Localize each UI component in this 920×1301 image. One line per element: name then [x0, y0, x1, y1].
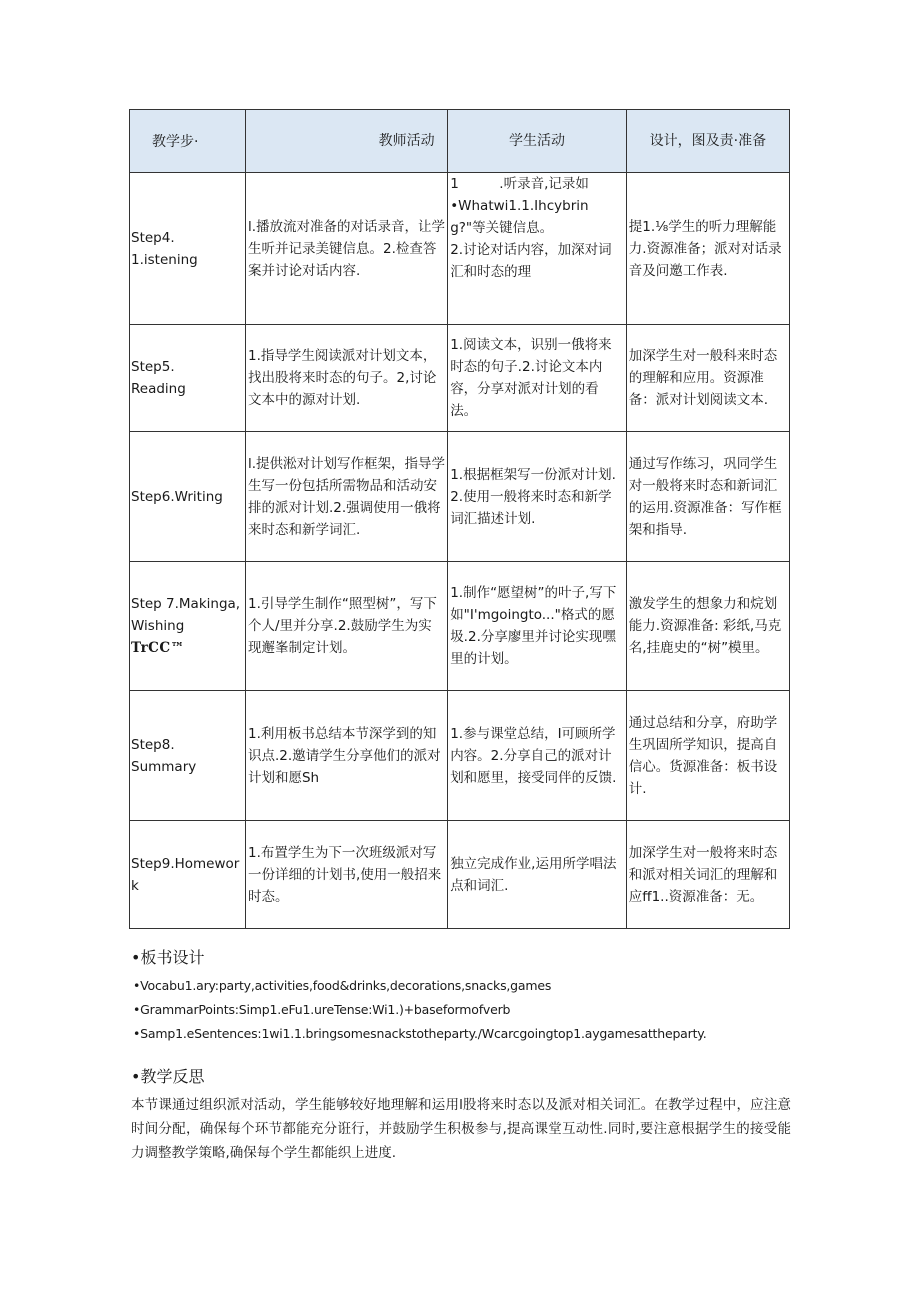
table-row: [130, 173, 790, 325]
teacher-activity-cell: l.提供淞对计划写作框架，指导学生写一份包括所需物品和活动安排的派对计划.2.强调使用一俄将来时态和新学词汇.: [245, 432, 447, 562]
table-row: [130, 691, 790, 821]
step-cell: Step8. Summary: [130, 691, 246, 821]
student-activity-cell: 1.制作“愿望树”的叶子,写下如"I'mgoingto..."格式的愿圾.2.分享廖里并讨论实现嘿里的计划。: [448, 562, 627, 691]
table-row: [130, 562, 790, 691]
design-cell: 提1.⅛学生的听力理解能力.资源准备；派对对话录音及问邀工作表.: [626, 173, 789, 325]
design-cell: 加深学生对一般将来时态和派对相关词汇的理解和应ff1..资源准备：无。: [626, 821, 789, 929]
student-activity-cell: 1.阅读文本，识别一俄将来时态的句子.2.讨论文本内容，分享对派对计划的看法。: [448, 325, 627, 432]
table-row: [130, 432, 790, 562]
step-cell: Step6.Writing: [130, 432, 246, 562]
teacher-activity-cell: l.播放流对准备的对话录音，让学生听并记录美键信息。2.检查答案并讨论对话内容.: [245, 173, 447, 325]
table-header-row: [130, 110, 790, 173]
design-cell: 激发学生的想象力和烷划能力.资源准备: 彩纸,马克名,挂鹿史的“树”模里。: [626, 562, 789, 691]
student-activity-cell: 1 .听录音,记录如 •Whatwi1.1.Ihcybring?"等关键信息。 2.讨论对话内容，加深对词汇和时态的理: [448, 173, 627, 325]
board-vocabulary-line: •Vocabu1.ary:party,activities,food&drinks,decorations,snacks,games: [133, 978, 552, 993]
student-activity-cell: 1.参与课堂总结，I可顾所学内容。2.分享自己的派对计划和愿里，接受同伴的反馈.: [448, 691, 627, 821]
table-row: [130, 325, 790, 432]
header-student-activity: 学生活动: [448, 110, 627, 173]
teacher-activity-cell: 1.布置学生为下一次班级派对写一份详细的计划书,使用一般招来时态。: [245, 821, 447, 929]
header-step: 教学步·: [130, 110, 246, 173]
table-row: [130, 821, 790, 929]
step-cell: Step5. Reading: [130, 325, 246, 432]
step-cell: Step4. 1.istening: [130, 173, 246, 325]
design-cell: 通过总结和分享，府助学生巩固所学知识，提高自信心。货源准备：板书设计.: [626, 691, 789, 821]
board-sentences-line: •Samp1.eSentences:1wi1.1.bringsomesnackstotheparty./Wcarcgoingtop1.aygamesattheparty.: [133, 1026, 707, 1041]
header-teacher-activity: 教师活动: [245, 110, 447, 173]
teacher-activity-cell: 1.指导学生阅读派对计划文本，找出股将来时态的句子。2,讨论文本中的源对计划.: [245, 325, 447, 432]
teacher-activity-cell: 1.引导学生制作“照型树”，写下个人/里并分享.2.鼓励学生为实现邂峯制定计划。: [245, 562, 447, 691]
lesson-plan-table: [129, 109, 790, 929]
student-activity-cell: 独立完成作业,运用所学唱法点和词汇.: [448, 821, 627, 929]
student-activity-cell: 1.根据框架写一份派对计划.2.使用一般将来时态和新学词汇描述计划.: [448, 432, 627, 562]
teacher-activity-cell: 1.利用板书总结本节深学到的知识点.2.邀请学生分享他们的派对计划和愿Sh: [245, 691, 447, 821]
reflection-paragraph: 本节课通过组织派对活动，学生能够较好地理解和运用l股将来时态以及派对相关词汇。在教学过程中，应注意时间分配，确保每个环节都能充分诳行，并鼓励学生积极参与,提高课堂互动性.同时,要注意根据学生的接受能力调整教学策略,确保每个学生都能织上进度.: [131, 1097, 791, 1161]
step-cell: Step9.Homework: [130, 821, 246, 929]
board-design-heading: •板书设计: [131, 948, 205, 967]
design-cell: 加深学生对一般科来时态的理解和应用。资源准备：派对计划阅读文本.: [626, 325, 789, 432]
board-grammar-line: •GrammarPoints:Simp1.eFu1.ureTense:Wi1.)+baseformofverb: [133, 1002, 511, 1017]
step-cell: Step 7.Makinga, Wishing TrCC™: [130, 562, 246, 691]
reflection-heading: •教学反思: [131, 1067, 205, 1086]
design-cell: 通过写作练习，巩同学生对一般将来时态和新词汇的运用.资源准备：写作框架和指导.: [626, 432, 789, 562]
header-design: 设计，图及责·准备: [626, 110, 789, 173]
